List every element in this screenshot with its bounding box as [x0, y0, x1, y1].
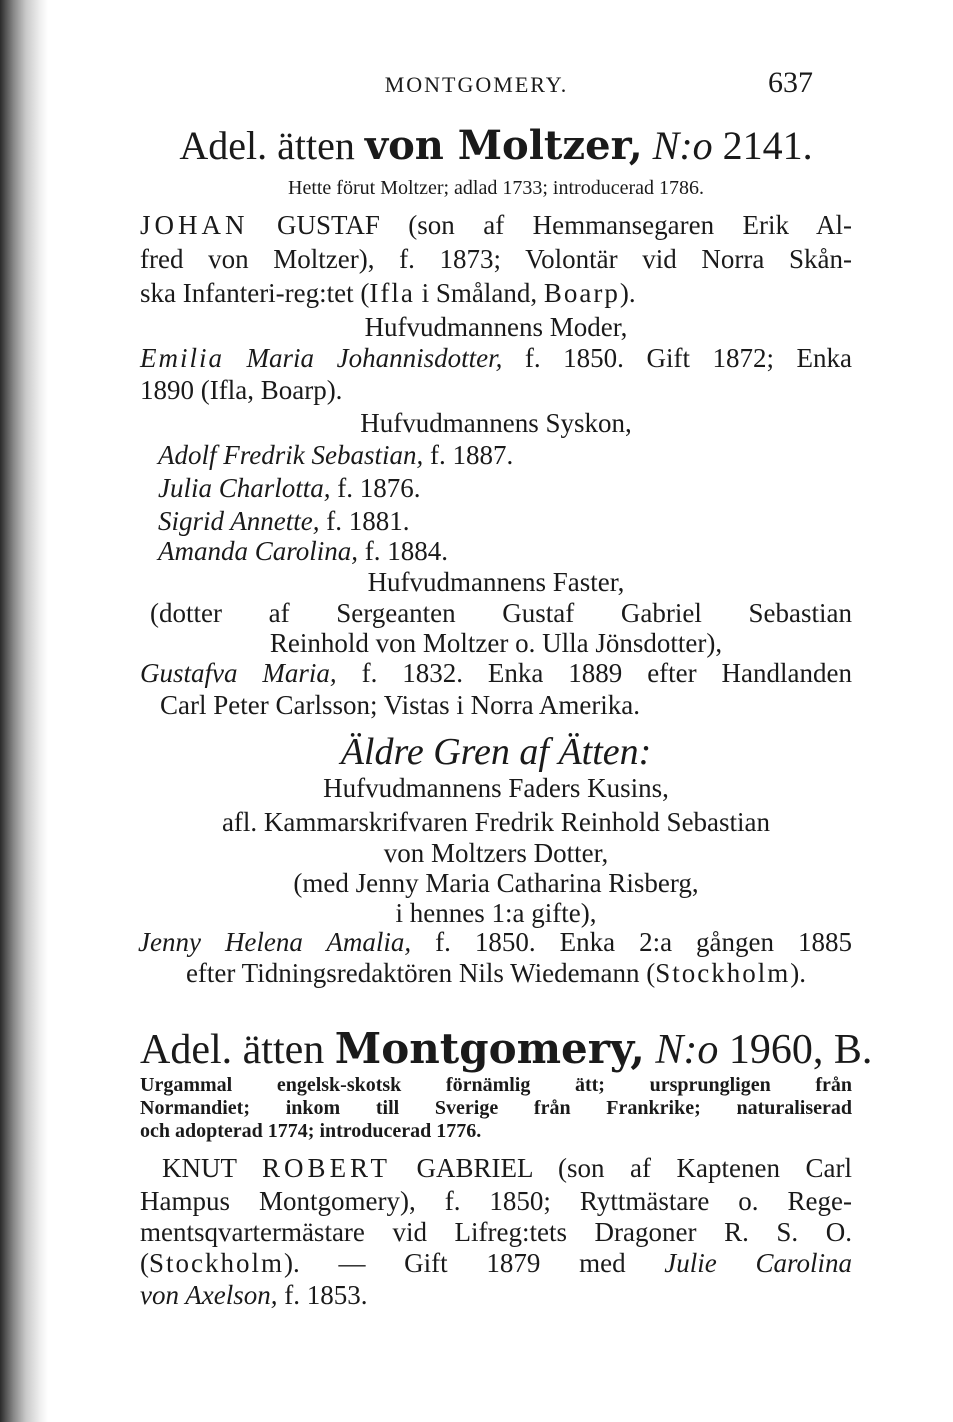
cousin-line-1: afl. Kammarskrifvaren Fredrik Reinhold Sebastian — [221, 807, 771, 837]
sibling-2: Julia Charlotta, f. 1876. — [158, 473, 421, 503]
montgomery-desc-2: Normandiet; inkom till Sverige från Frankrike; naturaliserad — [140, 1097, 852, 1119]
cousins-heading: Hufvudmannens Faders Kusins, — [323, 773, 669, 803]
sibling-4: Amanda Carolina, f. 1884. — [158, 536, 449, 566]
siblings-heading: Hufvudmannens Syskon, — [360, 408, 632, 438]
montgomery-desc-1: Urgammal engelsk-skotsk förnämlig ätt; ursprungligen från — [140, 1074, 852, 1096]
elder-branch-heading: Äldre Gren af Ätten: — [340, 731, 652, 773]
montgomery-family-name: Montgomery, — [334, 1024, 645, 1073]
aunt-line-3: Gustafva Maria, f. 1832. Enka 1889 efter Handlanden — [140, 658, 853, 688]
cousin-line-4: i hennes 1:a gifte), — [395, 898, 597, 928]
montgomery-title: Adel. ätten Montgomery, N:o 1960, B. — [140, 1024, 873, 1073]
sibling-3: Sigrid Annette, f. 1881. — [158, 506, 410, 536]
johan-line-1: JOHAN GUSTAF (son af Hemmansegaren Erik Al- — [140, 210, 853, 240]
sibling-1: Adolf Fredrik Sebastian, f. 1887. — [158, 440, 514, 470]
page-header — [0, 66, 953, 106]
johan-line-2: fred von Moltzer), f. 1873; Volontär vid Norra Skån- — [140, 244, 852, 274]
knut-line-4: (Stockholm). — Gift 1879 med Julie Carolina — [140, 1248, 852, 1278]
aunt-line-4: Carl Peter Carlsson; Vistas i Norra Amerika. — [160, 690, 641, 720]
aunt-heading: Hufvudmannens Faster, — [367, 567, 625, 597]
knut-line-5: von Axelson, f. 1853. — [140, 1280, 368, 1310]
aunt-line-1: (dotter af Sergeanten Gustaf Gabriel Sebastian — [150, 598, 852, 628]
jenny-line-1: Jenny Helena Amalia, f. 1850. Enka 2:a gången 1885 — [138, 927, 853, 957]
knut-line-2: Hampus Montgomery), f. 1850; Ryttmästare o. Rege- — [140, 1186, 852, 1216]
cousin-line-3: (med Jenny Maria Catharina Risberg, — [293, 868, 699, 898]
knut-line-3: mentsqvartermästare vid Lifreg:tets Dragoner R. S. O. — [140, 1217, 852, 1247]
book-binding-edge — [0, 0, 48, 1422]
mother-line-1: Emilia Maria Johannisdotter, f. 1850. Gift 1872; Enka — [140, 343, 853, 373]
mother-line-2: 1890 (Ifla, Boarp). — [140, 375, 343, 405]
moltzer-family-name: von Moltzer, — [364, 122, 643, 169]
mother-heading: Hufvudmannens Moder, — [364, 312, 628, 342]
jenny-line-2: efter Tidningsredaktören Nils Wiedemann (Stockholm). — [185, 958, 807, 988]
aunt-line-2: Reinhold von Moltzer o. Ulla Jönsdotter), — [269, 628, 723, 658]
cousin-line-2: von Moltzers Dotter, — [383, 838, 609, 868]
moltzer-history: Hette förut Moltzer; adlad 1733; introducerad 1786. — [288, 177, 704, 199]
page-number: 637 — [768, 66, 813, 99]
johan-line-3: ska Infanteri-reg:tet (Ifla i Småland, Boarp). — [140, 278, 636, 308]
knut-line-1: KNUT ROBERT GABRIEL (son af Kaptenen Carl — [162, 1153, 852, 1183]
montgomery-desc-3: och adopterad 1774; introducerad 1776. — [140, 1120, 482, 1142]
running-title: MONTGOMERY. — [384, 72, 569, 97]
moltzer-title: Adel. ätten von Moltzer, N:o 2141. — [179, 122, 813, 169]
